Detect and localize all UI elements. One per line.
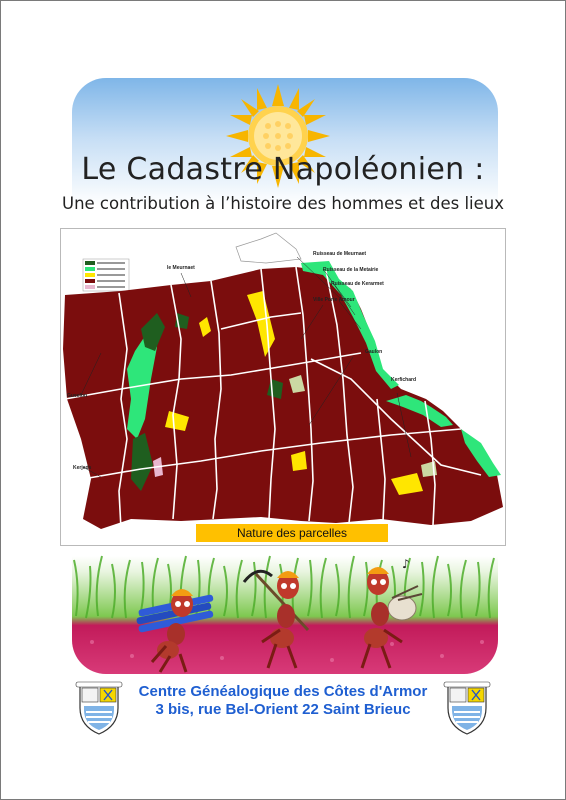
page-subtitle: Une contribution à l’histoire des hommes et des lieux xyxy=(62,194,504,213)
map-legend xyxy=(83,259,129,291)
map-label-le-meurnaet: le Meurnaet xyxy=(167,265,195,271)
map-label-kerjeds: Kerjeds xyxy=(73,465,92,471)
map-label-gueelon: Gueelon xyxy=(67,393,88,399)
map-label-gaulon: Gaulon xyxy=(365,349,383,355)
ant-carrying-pipes xyxy=(136,589,214,672)
cadastre-map xyxy=(60,228,506,546)
map-drawing xyxy=(61,229,505,545)
ants-illustration xyxy=(72,546,498,674)
map-label-ville-porte-amour: Ville Porte Amour xyxy=(313,297,355,303)
svg-text:♪: ♪ xyxy=(402,557,410,571)
map-label-kerfichard: Kerfichard xyxy=(391,377,417,383)
ants-scene xyxy=(72,546,498,674)
footer-organization: Centre Généalogique des Côtes d'Armor xyxy=(138,683,428,700)
footer-address: 3 bis, rue Bel-Orient 22 Saint Brieuc xyxy=(155,701,411,718)
map-label-ruisseau-kerarmet: Ruisseau de Kerarmet xyxy=(331,281,384,287)
map-label-ruisseau-meurnaet: Ruisseau de Meurnaet xyxy=(313,251,367,257)
ant-playing-bagpipe xyxy=(362,557,422,668)
map-label-ruisseau-metairie: Ruisseau de la Metairie xyxy=(323,267,379,273)
page-title: Le Cadastre Napoléonien : xyxy=(81,152,485,187)
map-caption: Nature des parcelles xyxy=(196,524,388,542)
ant-with-pickaxe xyxy=(244,571,308,668)
